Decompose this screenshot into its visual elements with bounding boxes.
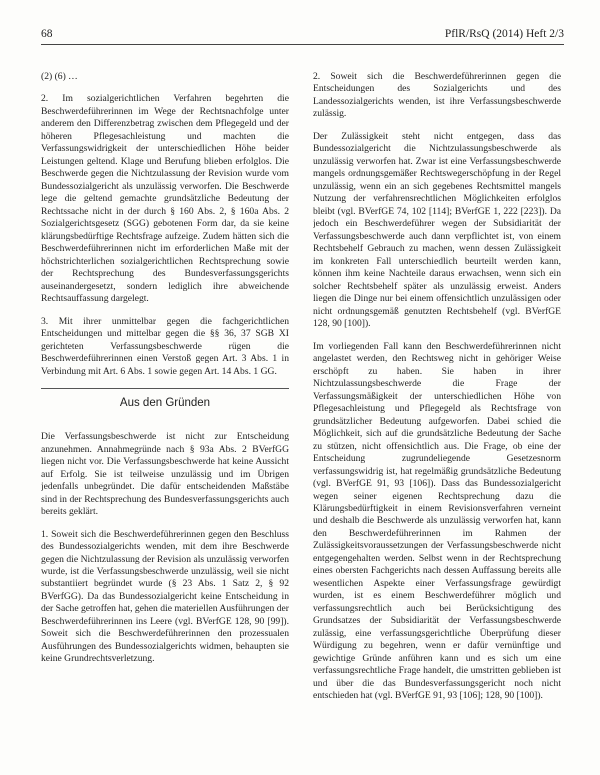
header-rule [41,44,564,45]
paragraph: Im vorliegenden Fall kann den Beschwerdeführerinnen nicht angelastet werden, den Rechtsweg nicht in gehöriger Weise erschöpft zu haben. Sie haben in ihrer Nichtzulassungsbeschwerde die Frage der Verfassungsmäßigkeit der unterschiedlichen Höhe von Pflegesachleistung und Pflegegeld als Rechtsfrage von grundsätzlicher Bedeutung aufgeworfen. Dabei schied die Möglichkeit, sich auf die grundsätzliche Bedeutung der Sache zu stützen, nicht offensichtlich aus. Die Frage, ob eine der Entscheidung zugrundeliegende Gesetzesnorm verfassungswidrig ist, hat regelmäßig grundsätzliche Bedeutung (vgl. BVerfGE 91, 93 [106]). Dass das Bundessozialgericht wegen seiner eigenen Rechtsprechung dazu die Klärungsbedürftigkeit in einem Revisionsverfahren verneint und deshalb die Beschwerde als unzulässig verworfen hat, kann den Beschwerdeführerinnen im Rahmen der Zulässigkeitsvoraussetzungen der Verfassungsbeschwerde nicht entgegengehalten werden. Selbst wenn in der Rechtsprechung eines obersten Fachgerichts nach dessen Auffassung bereits alle wesentlichen Aspekte einer Verfassungsfrage gewürdigt wurden, ist es einem Beschwerdeführer möglich und verfassungsrechtlich auch bei Berücksichtigung des Grundsatzes der Subsidiarität der Verfassungsbeschwerde zulässig, eine verfassungsgerichtliche Überprüfung dieser Würdigung zu begehren, wenn er dafür vernünftige und gewichtige Gründe anführen kann und es sich um eine verfassungsrechtliche Frage handelt, die umstritten geblieben ist und über die das Bundesverfassungsgericht noch nicht entschieden hat (vgl. BVerfGE 91, 93 [106]; 128, 90 [100]). [313,340,561,702]
paragraph: Der Zulässigkeit steht nicht entgegen, dass das Bundessozialgericht die Nichtzulassungsbeschwerde als unzulässig verworfen hat. Zwar ist eine Verfassungsbeschwerde mangels ordnungsgemäßer Rechtswegerschöpfung in der Regel unzulässig, wenn ein an sich gegebenes Rechtsmittel mangels Nutzung der verfahrensrechtlichen Möglichkeiten erfolglos bleibt (vgl. BVerfGE 74, 102 [114]; BVerfGE 1, 222 [223]). Da jedoch ein Beschwerdeführer wegen der Subsidiarität der Verfassungsbeschwerde auch dann verpflichtet ist, von einem Rechtsbehelf Gebrauch zu machen, wenn dessen Zulässigkeit im konkreten Fall unterschiedlich beurteilt werden kann, können ihm keine Nachteile daraus erwachsen, wenn sich ein solcher Rechtsbehelf später als unzulässig erweist. Anders liegen die Dinge nur bei einem offensichtlich unzulässigen oder nicht ordnungsgemäß genutzten Rechtsbehelf (vgl. BVerfGE 128, 90 [100]). [313,130,561,330]
paragraph: (2) (6) … [41,71,78,82]
page-number: 68 [41,28,53,40]
section-divider [41,388,289,389]
left-column [41,71,289,751]
section-heading: Aus den Gründen [119,397,211,410]
paragraph: 2. Soweit sich die Beschwerdeführerinnen gegen die Entscheidungen des Sozialgerichts und des Landessozialgerichts wenden, ist ihre Verfassungsbeschwerde zulässig. [313,71,561,120]
paragraph: 2. Im sozialgerichtlichen Verfahren begehrten die Beschwerdeführerinnen im Wege der Rechtsnachfolge unter anderem den Differenzbetrag zwischen dem Pflegegeld und der höheren Pflegesachleistung und machten die Verfassungswidrigkeit der unterschiedlichen Höhe beider Leistungen geltend. Klage und Berufung blieben erfolglos. Die Beschwerde gegen die Nichtzulassung der Revision wurde vom Bundessozialgericht als unzulässig verworfen. Die Beschwerde lege die geltend gemachte grundsätzliche Bedeutung der Rechtssache nicht in der durch § 160 Abs. 2, § 160a Abs. 2 Sozialgerichtsgesetz (SGG) gebotenen Form dar, da sie keine klärungsbedürftige Rechtsfrage aufzeige. Zudem hätten sich die Beschwerdeführerinnen nicht im erforderlichen Maße mit der höchstrichterlichen sozialgerichtlichen Rechtsprechung sowie der Rechtsprechung des Bundesverfassungsgerichts auseinandergesetzt, sondern lediglich ihre abweichende Rechtsauffassung dargelegt. [41,93,289,305]
page-header [41,27,564,41]
right-column [313,71,561,751]
journal-reference: PflR/RsQ (2014) Heft 2/3 [444,28,564,40]
paragraph: Die Verfassungsbeschwerde ist nicht zur Entscheidung anzunehmen. Annahmegründe nach § 93a Abs. 2 BVerfGG liegen nicht vor. Die Verfassungsbeschwerde hat keine Aussicht auf Erfolg. Sie ist teilweise unzulässig und im Übrigen jedenfalls unbegründet. Die dafür entscheidenden Maßstäbe sind in der Rechtsprechung des Bundesverfassungsgerichts auch bereits geklärt. [41,431,289,518]
paragraph: 1. Soweit sich die Beschwerdeführerinnen gegen den Beschluss des Bundessozialgerichts wenden, mit dem ihre Beschwerde gegen die Nichtzulassung der Revision als unzulässig verworfen wurde, ist die Verfassungsbeschwerde unzulässig, weil sie nicht substantiiert begründet wurde (§ 23 Abs. 1 Satz 2, § 92 BVerfGG). Da das Bundessozialgericht keine Entscheidung in der Sache getroffen hat, gehen die materiellen Ausführungen der Beschwerdeführerinnen ins Leere (vgl. BVerfGE 128, 90 [99]). Soweit sich die Beschwerdeführerinnen den prozessualen Ausführungen des Bundessozialgerichts widmen, behaupten sie keine Grundrechtsverletzung. [41,528,289,665]
paragraph: 3. Mit ihrer unmittelbar gegen die fachgerichtlichen Entscheidungen und mittelbar gegen die §§ 36, 37 SGB XI gerichteten Verfassungsbeschwerde rügen die Beschwerdeführerinnen einen Verstoß gegen Art. 3 Abs. 1 in Verbindung mit Art. 6 Abs. 1 sowie gegen Art. 14 Abs. 1 GG. [41,315,289,377]
